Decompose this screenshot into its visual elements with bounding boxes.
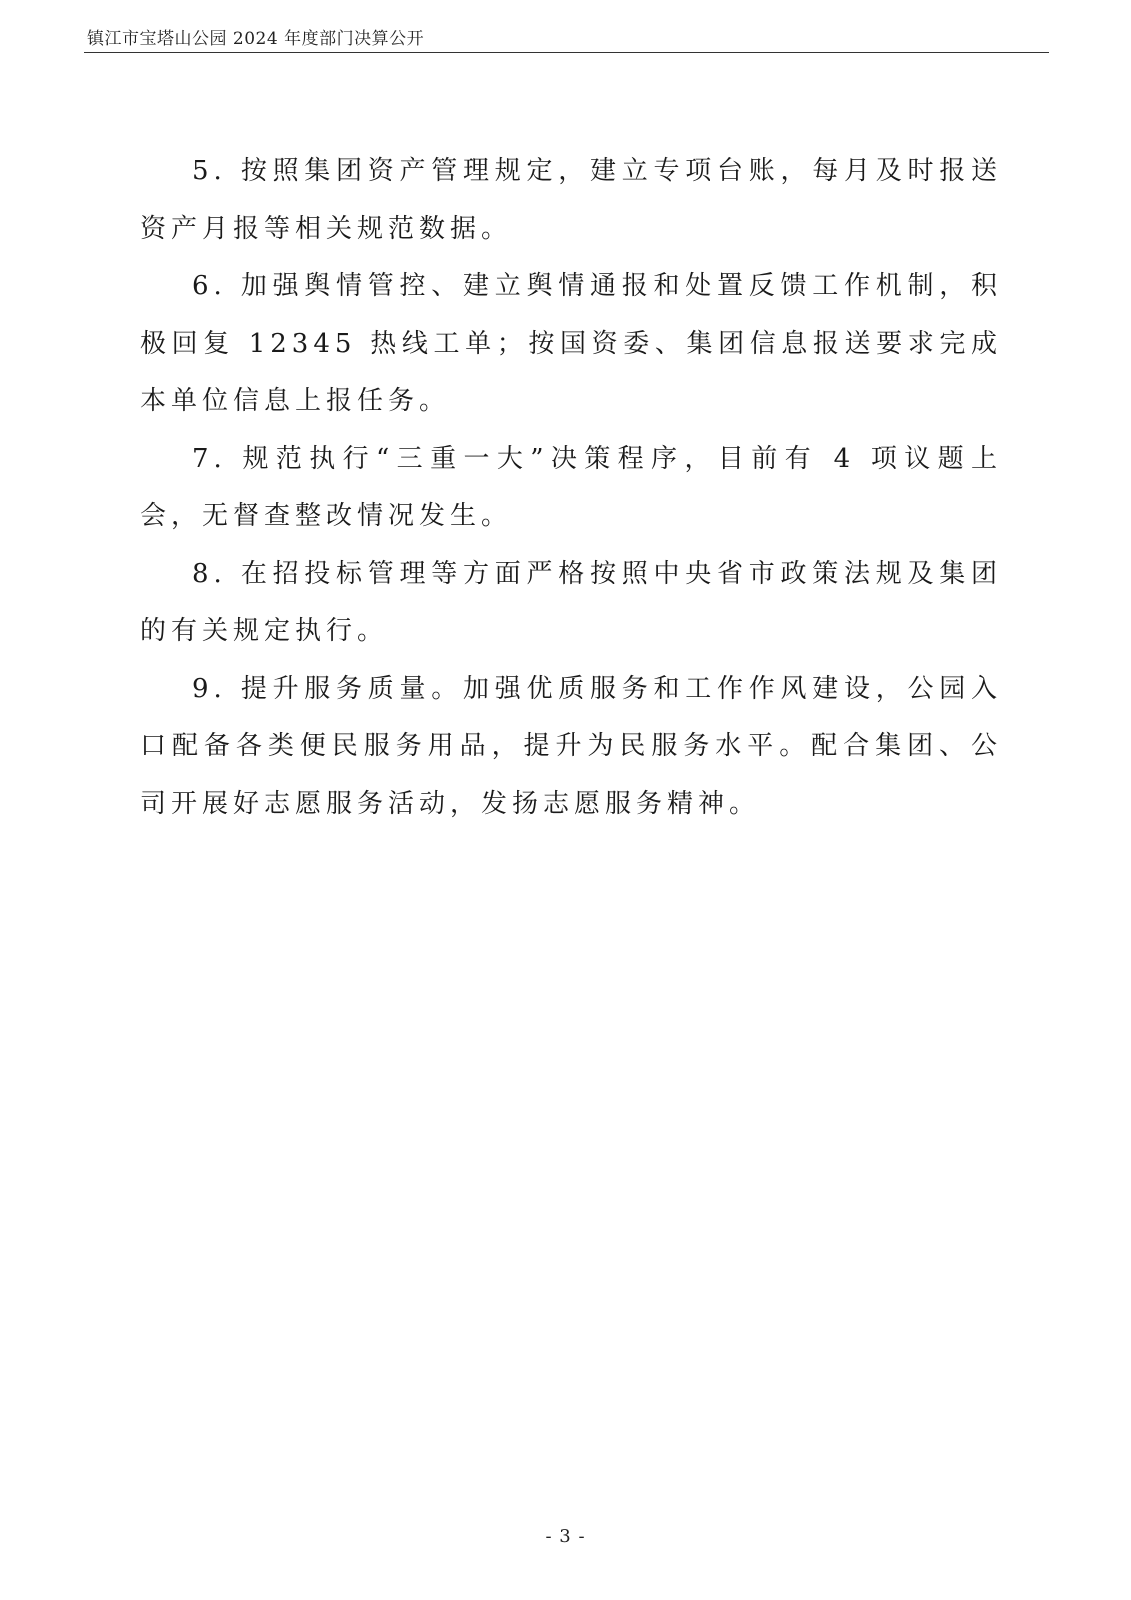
paragraph-item-9: 9. 提升服务质量。加强优质服务和工作作风建设，公园入口配备各类便民服务用品，提升为民服务水平。配合集团、公司开展好志愿服务活动，发扬志愿服务精神。: [140, 673, 1002, 819]
header-divider: [84, 52, 1049, 53]
document-body: [140, 143, 1002, 833]
paragraph-item-6: 6. 加强舆情管控、建立舆情通报和处置反馈工作机制，积极回复 12345 热线工单；按国资委、集团信息报送要求完成本单位信息上报任务。: [140, 271, 1002, 416]
paragraph-item-7: 7. 规范执行“三重一大”决策程序，目前有 4 项议题上会，无督查整改情况发生。: [140, 443, 1002, 531]
paragraph-item-5: 5. 按照集团资产管理规定，建立专项台账，每月及时报送资产月报等相关规范数据。: [140, 156, 1002, 244]
running-header: 镇江市宝塔山公园 2024 年度部门决算公开: [87, 29, 425, 49]
page-number: - 3 -: [545, 1526, 586, 1547]
paragraph-item-8: 8. 在招投标管理等方面严格按照中央省市政策法规及集团的有关规定执行。: [140, 558, 1002, 646]
